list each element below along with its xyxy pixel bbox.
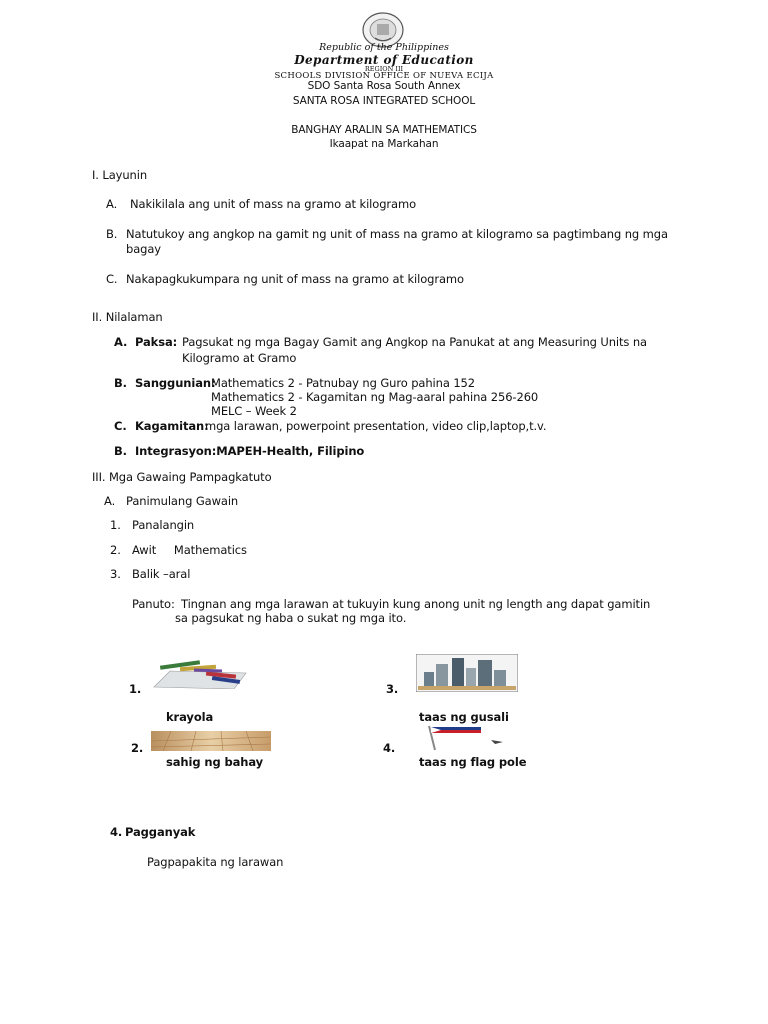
pagganyak-text: Pagganyak: [125, 825, 196, 839]
step-1-text: Panalangin: [132, 518, 195, 532]
layunin-a-text: Nakikilala ang unit of mass na gramo at kilogramo: [130, 197, 417, 211]
integrasyon-text: Integrasyon:MAPEH-Health, Filipino: [135, 444, 365, 458]
picture-3-num: 3.: [386, 682, 399, 696]
kagamitan-letter: C.: [114, 419, 127, 433]
layunin-c-letter: C.: [106, 272, 118, 286]
crayons-image: [150, 659, 250, 689]
school-name: SANTA ROSA INTEGRATED SCHOOL: [292, 95, 476, 107]
sanggunian-letter: B.: [114, 376, 127, 390]
picture-4-caption: taas ng flag pole: [419, 755, 527, 769]
sdo-line: SDO Santa Rosa South Annex: [307, 80, 461, 92]
section-gawain-heading: III. Mga Gawaing Pampagkatuto: [92, 470, 272, 484]
panimula-text: Panimulang Gawain: [126, 494, 239, 508]
layunin-b-text: Natutukoy ang angkop na gamit ng unit of mass na gramo at kilogramo sa pagtimbang ng mga: [126, 227, 668, 241]
department-line: Department of Education: [294, 53, 474, 67]
flagpole-image: [421, 724, 511, 752]
paksa-letter: A.: [114, 335, 128, 349]
pagganyak-num: 4.: [110, 825, 123, 839]
picture-2-num: 2.: [131, 741, 144, 755]
panuto-line-2: sa pagsukat ng haba o sukat ng mga ito.: [175, 611, 407, 625]
division-line: SCHOOLS DIVISION OFFICE OF NUEVA ECIJA: [274, 71, 494, 81]
picture-4-num: 4.: [383, 741, 396, 755]
sanggunian-line-3: MELC – Week 2: [211, 404, 297, 418]
panimula-letter: A.: [104, 494, 116, 508]
layunin-c-text: Nakapagkukumpara ng unit of mass na gramo at kilogramo: [126, 272, 464, 286]
document-subtitle: Ikaapat na Markahan: [329, 138, 439, 150]
floor-image: [151, 731, 271, 751]
kagamitan-label: Kagamitan:: [135, 419, 209, 433]
layunin-a-letter: A.: [106, 197, 118, 211]
step-3-num: 3.: [110, 567, 121, 581]
republic-line: Republic of the Philippines: [319, 42, 449, 53]
paksa-text: Pagsukat ng mga Bagay Gamit ang Angkop na Panukat at ang Measuring Units na: [182, 335, 648, 349]
step-3-text: Balik –aral: [132, 567, 191, 581]
layunin-b-cont: bagay: [126, 242, 161, 256]
section-nilalaman-heading: II. Nilalaman: [92, 310, 163, 324]
pagpapakita-text: Pagpapakita ng larawan: [147, 855, 284, 869]
step-2-num: 2.: [110, 543, 121, 557]
integrasyon-letter: B.: [114, 444, 127, 458]
paksa-cont: Kilogramo at Gramo: [182, 351, 297, 365]
paksa-label: Paksa:: [135, 335, 178, 349]
document-title: BANGHAY ARALIN SA MATHEMATICS: [291, 124, 477, 136]
sanggunian-line-2: Mathematics 2 - Kagamitan ng Mag-aaral pahina 256-260: [211, 390, 539, 404]
kagamitan-text: mga larawan, powerpoint presentation, video clip,laptop,t.v.: [205, 419, 547, 433]
layunin-b-letter: B.: [106, 227, 118, 241]
step-1-num: 1.: [110, 518, 121, 532]
picture-1-num: 1.: [129, 682, 142, 696]
picture-3-caption: taas ng gusali: [419, 710, 509, 724]
picture-2-caption: sahig ng bahay: [166, 755, 264, 769]
panuto-label: Panuto:: [132, 597, 175, 611]
panuto-line-1: Tingnan ang mga larawan at tukuyin kung anong unit ng length ang dapat gamitin: [181, 597, 651, 611]
step-2-text: Awit Mathematics: [132, 543, 247, 557]
region-line: REGION III: [364, 65, 404, 73]
sanggunian-label: Sanggunian:: [135, 376, 216, 390]
picture-1-caption: krayola: [166, 710, 214, 724]
buildings-image: [416, 654, 518, 692]
sanggunian-line-1: Mathematics 2 - Patnubay ng Guro pahina 152: [211, 376, 475, 390]
section-layunin-heading: I. Layunin: [92, 168, 148, 182]
